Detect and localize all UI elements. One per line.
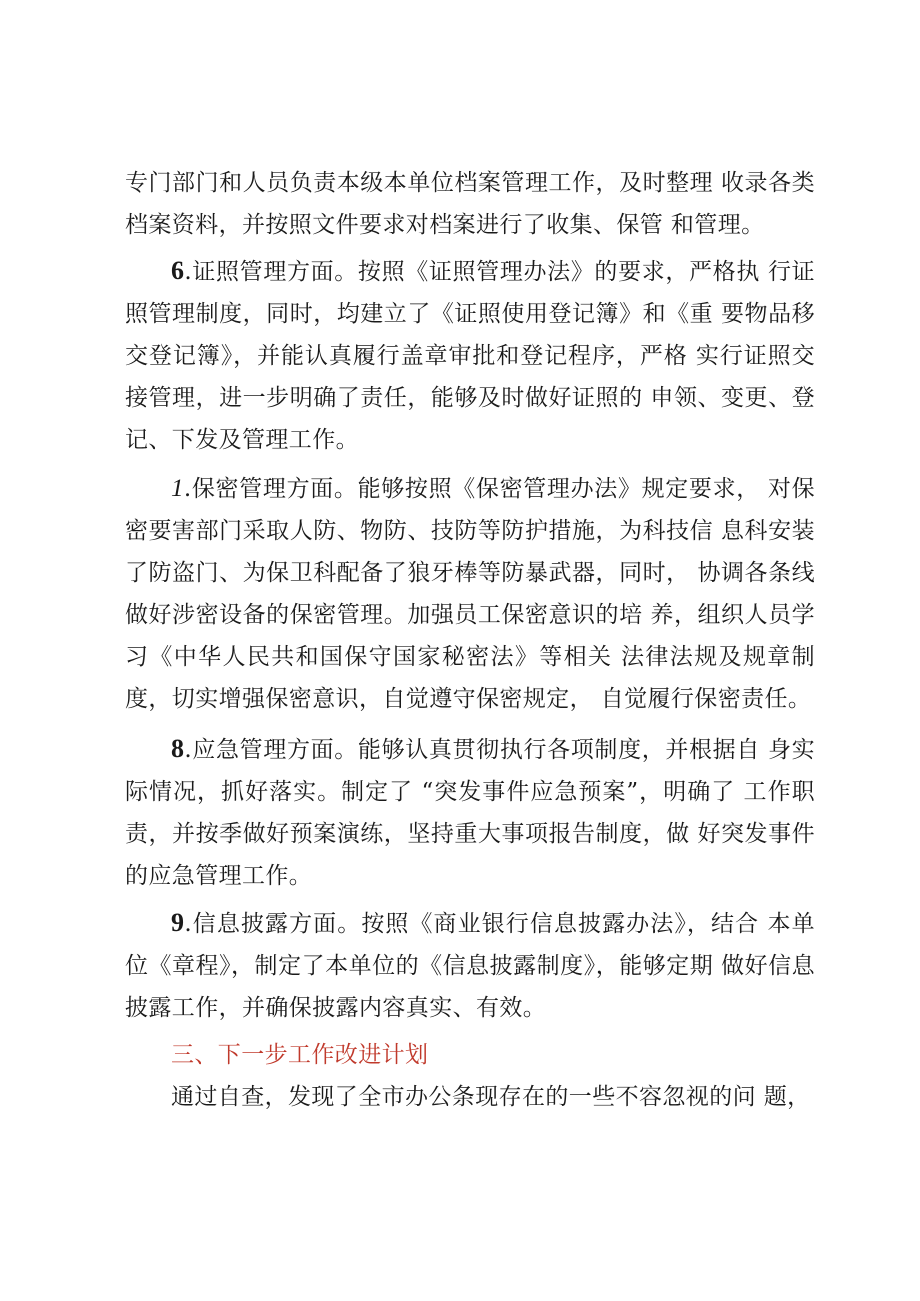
item-number: 9 xyxy=(171,908,185,937)
item-text: .证照管理方面。按照《证照管理办法》的要求，严格执 行证照管理制度，同时，均建立了《证照使用登记簿》和《重 要物品移交登记簿》，并能认真履行盖章审批和登记程序，严格 实行证照交接管理，进一步明确了责任，能够及时做好证照的 申领、变更、登记、下发及管理工作。 xyxy=(125,259,815,453)
item-text: .保密管理方面。能够按照《保密管理办法》规定要求， 对保密要害部门采取人防、物防、技防等防护措施，为科技信 息科安装了防盗门、为保卫科配备了狼牙棒等防暴武器，同时， 协调各条线做好涉密设备的保密管理。加强员工保密意识的培 养，组织人员学习《中华人民共和国保守国家秘密法》等相关 法律法规及规章制度，切实增强保密意识，自觉遵守保密规定， 自觉履行保密责任。 xyxy=(125,476,815,712)
section-heading: 三、下一步工作改进计划 xyxy=(171,1042,429,1068)
item-number: 8 xyxy=(171,734,185,763)
item-text: .信息披露方面。按照《商业银行信息披露办法》，结合 本单位《章程》，制定了本单位的《信息披露制度》，能够定期 做好信息披露工作，并确保披露内容真实、有效。 xyxy=(125,911,815,1021)
paragraph-section-3: 通过自查，发现了全市办公条现存在的一些不容忽视的问 题， xyxy=(171,1084,811,1110)
item-number: 6 xyxy=(171,256,185,285)
paragraph-item-9 xyxy=(125,902,815,1029)
paragraph-item-6 xyxy=(125,250,815,461)
paragraph-item-8 xyxy=(125,728,815,897)
item-text: .应急管理方面。能够认真贯彻执行各项制度，并根据自 身实际情况，抓好落实。制定了 “突发事件应急预案”，明确了 工作职责，并按季做好预案演练，坚持重大事项报告制度，做 好突发事件的应急管理工作。 xyxy=(125,737,815,889)
paragraph-item-7 xyxy=(125,468,815,720)
item-number: 1 xyxy=(171,475,184,502)
paragraph-archive-continued: 专门部门和人员负责本级本单位档案管理工作，及时整理 收录各类档案资料，并按照文件要求对档案进行了收集、保管 和管理。 xyxy=(125,170,815,238)
